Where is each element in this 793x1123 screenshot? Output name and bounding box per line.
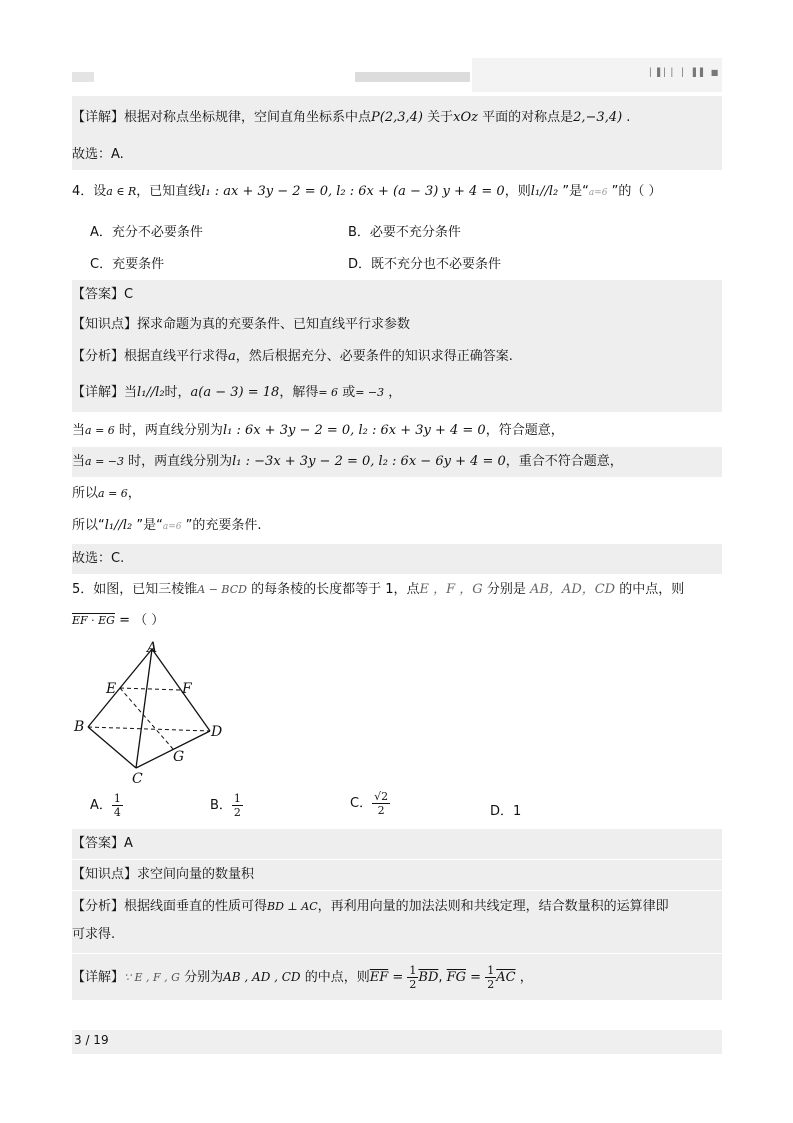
q4-detail: 【详解】当l₁//l₂时，a(a − 3) = 18，解得= 6 或= −3 ， <box>72 374 722 412</box>
q4-option-a: A．充分不必要条件 <box>90 225 203 240</box>
q5-answer: 【答案】A <box>72 829 722 859</box>
q4-so: 所以a = 6， <box>72 486 141 501</box>
q4-option-d: D．既不充分也不必要条件 <box>348 257 502 272</box>
label-c: C <box>132 771 143 786</box>
label-g: G <box>173 749 185 765</box>
q5-option-b: B． $\frac{1}{2}$ <box>210 792 241 819</box>
edge-ad <box>152 649 210 731</box>
page-number: 3 / 19 <box>74 1033 109 1047</box>
label-f: F <box>182 681 192 697</box>
q5-option-a: A． $\frac{1}{4}$ <box>90 792 121 819</box>
q5-stem: 5．如图，已知三棱锥A − BCD 的每条棱的长度都等于 1，点E ，F ，G 分别是 AB，AD，CD 的中点，则 <box>72 582 685 597</box>
segment-ef <box>120 688 181 690</box>
edge-bd-hidden <box>88 727 210 731</box>
q4-choose: 故选：C. <box>72 544 722 574</box>
header-tag: ▏▌▏▏ ▏ ▌▌ ■ <box>650 68 720 77</box>
q4-stem: 4．设a ∈ R，已知直线l₁ : ax + 3y − 2 = 0, l₂ : 6x + (a − 3) y + 4 = 0，则l₁//l₂ ”是“a=6 ”的（ ） <box>72 184 662 199</box>
q5-option-c: C． $\frac{√2}{2}$ <box>350 790 389 817</box>
segment-eg <box>120 688 173 749</box>
label-b: B <box>74 719 85 735</box>
q4-analysis: 【分析】根据直线平行求得a，然后根据充分、必要条件的知识求得正确答案. <box>72 340 722 374</box>
q4-knowledge: 【知识点】探求命题为真的充要条件、已知直线平行求参数 <box>72 310 722 340</box>
q5-analysis: 【分析】根据线面垂直的性质可得BD ⊥ AC，再利用向量的加法法则和共线定理，结合数量积的运算律即 可求得. <box>72 891 722 953</box>
q4-detail-case-6: 当a = 6 时，两直线分别为l₁ : 6x + 3y − 2 = 0, l₂ : 6x + 3y + 4 = 0，符合题意， <box>72 423 564 438</box>
q5-option-d: D．1 <box>490 804 522 819</box>
page-footer <box>72 1030 722 1054</box>
q4-answer: 【答案】C <box>72 280 722 310</box>
q3-choose: 故选：A. <box>72 140 722 170</box>
q4-option-c: C．充要条件 <box>90 257 165 272</box>
label-a: A <box>147 640 158 656</box>
q5-detail: 【详解】∵ E , F , G 分别为AB , AD , CD 的中点，则$\overline{EF}$ = $\frac{1}{2}$ $\overline{BD}$, $\overline{FG}$ = $\frac{1}{2}$ $\overline{AC}$ ， <box>72 954 722 1000</box>
tetrahedron-figure <box>70 636 235 786</box>
label-d: D <box>211 724 223 740</box>
q4-option-b: B．必要不充分条件 <box>348 225 461 240</box>
edge-bc <box>88 727 136 768</box>
edge-ac <box>136 649 152 768</box>
label-e: E <box>106 681 117 697</box>
header-mark-left <box>72 72 94 82</box>
q5-knowledge: 【知识点】求空间向量的数量积 <box>72 860 722 890</box>
q4-conclusion: 所以“l₁//l₂ ”是“a=6 ”的充要条件. <box>72 518 262 533</box>
header-mark-center <box>355 72 470 82</box>
q5-stem-dot: EF · EG = （ ） <box>72 613 165 628</box>
q3-detail: 【详解】根据对称点坐标规律，空间直角坐标系中点P(2,3,4) 关于xOz 平面的对称点是2,−3,4) . <box>72 96 722 140</box>
q4-detail-case-minus3: 当a = −3 时，两直线分别为l₁ : −3x + 3y − 2 = 0, l₂ : 6x − 6y + 4 = 0，重合不符合题意， <box>72 447 722 477</box>
